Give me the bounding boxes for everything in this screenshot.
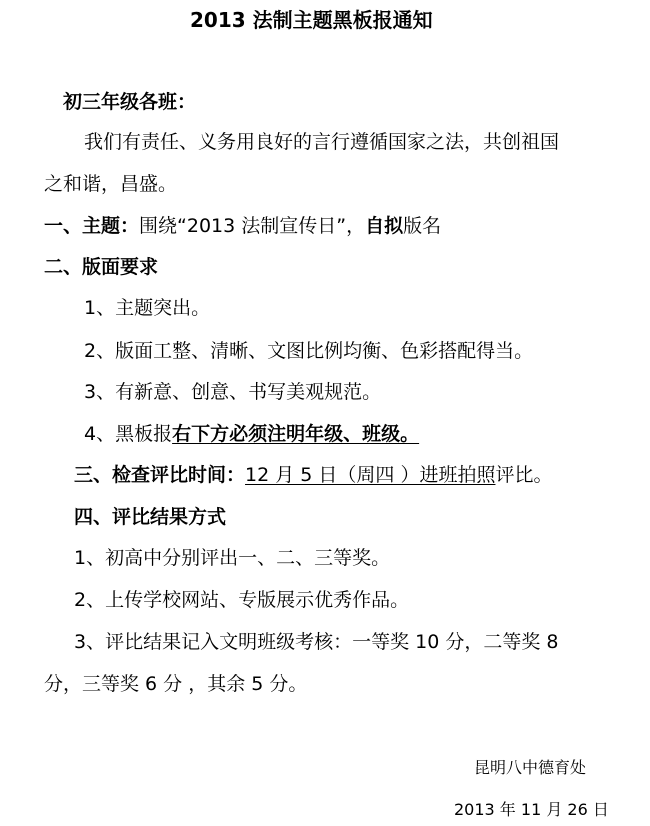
section-2-item-4-prefix: 4、黑板报 [84,423,173,445]
section-4-item-3-line-2: 分，三等奖 6 分 ，其余 5 分。 [44,673,308,695]
section-3-prefix: 三、 [74,464,113,486]
section-2-item-3: 3、有新意、创意、书写美观规范。 [84,381,382,403]
date: 2013 年 11 月 26 日 [454,800,609,819]
section-2-item-2: 2、版面工整、清晰、文图比例均衡、色彩搭配得当。 [84,340,534,362]
section-2-item-1: 1、主题突出。 [84,297,211,319]
section-1-emphasis: 自拟 [365,215,404,237]
intro-line-1: 我们有责任、义务用良好的言行遵循国家之法，共创祖国 [84,131,560,153]
section-1-text-b: 版名 [403,215,442,237]
section-2-heading: 二、版面要求 [44,256,159,278]
salutation: 初三年级各班： [63,91,197,113]
section-2-item-4 [84,422,419,446]
intro-line-2: 之和谐，昌盛。 [44,173,178,195]
page-title: 2013 法制主题黑板报通知 [190,8,433,32]
section-3 [74,463,552,487]
section-3-date: 12 月 5 日（周四 ）进班拍照 [245,464,496,486]
signature: 昆明八中德育处 [474,758,587,777]
section-4-heading: 四、评比结果方式 [74,506,227,528]
section-2-item-4-emphasis: 右下方必须注明年级、班级。 [172,423,420,445]
section-3-heading: 检查评比时间： [112,464,246,486]
section-4-item-2: 2、上传学校网站、专版展示优秀作品。 [74,589,410,611]
section-4-item-1: 1、初高中分别评出一、二、三等奖。 [74,547,391,569]
section-1-heading: 一、主题： [44,215,140,237]
section-1-text-a: 围绕“2013 法制宣传日”， [139,215,366,237]
section-1 [44,214,441,238]
section-4-item-3-line-1: 3、评比结果记入文明班级考核：一等奖 10 分，二等奖 8 [74,631,559,653]
section-3-suffix: 评比。 [495,464,553,486]
